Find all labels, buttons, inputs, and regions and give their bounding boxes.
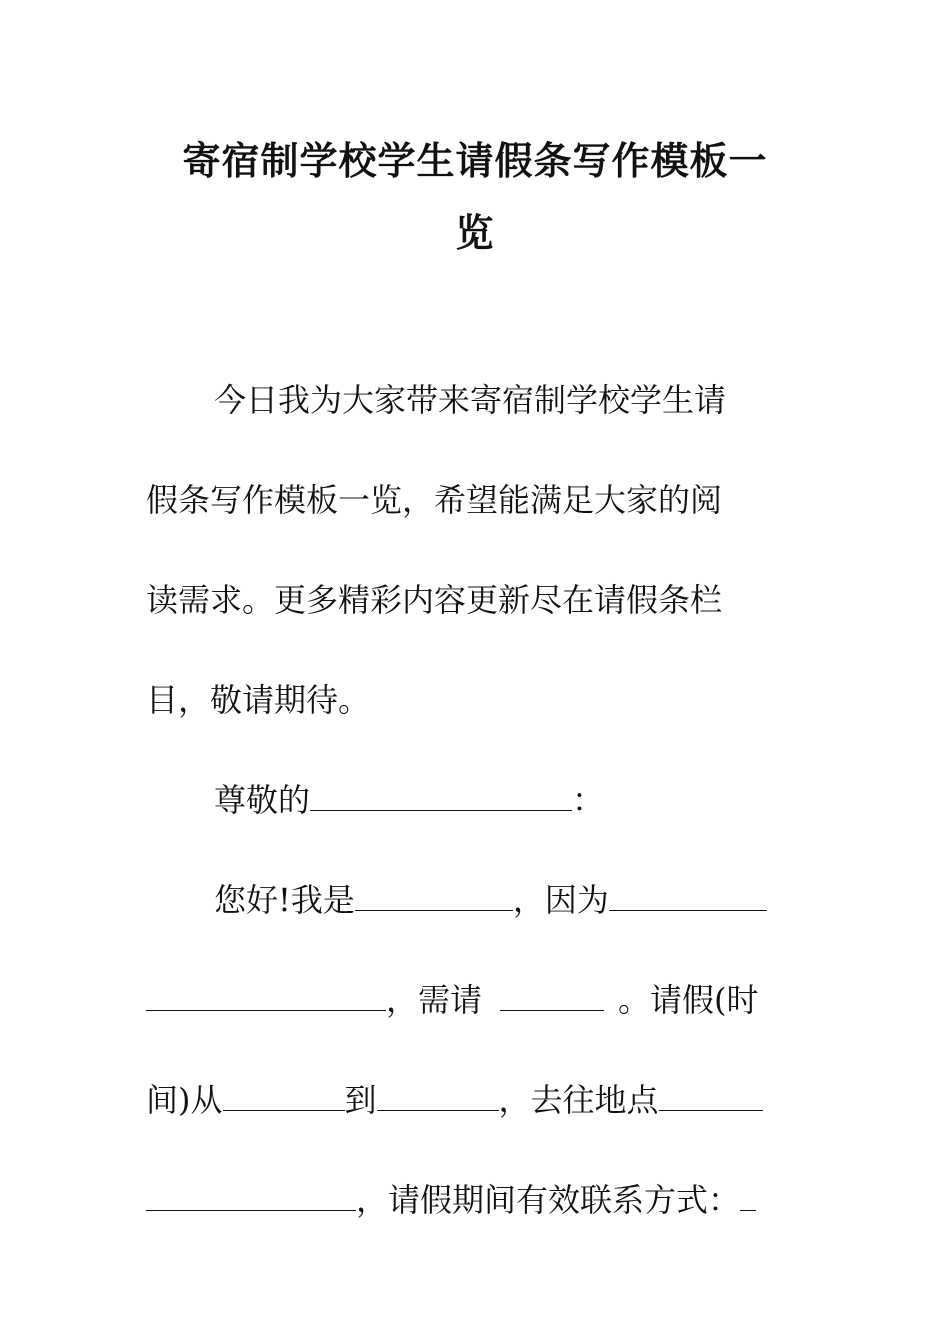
to-date-blank[interactable] bbox=[377, 1082, 499, 1111]
intro-line-1: 今日我为大家带来寄宿制学校学生请 bbox=[214, 381, 727, 419]
intro-line-3: 读需求。更多精彩内容更新尽在请假条栏 bbox=[146, 581, 723, 619]
leave-type-blank[interactable] bbox=[500, 982, 604, 1011]
from-date-blank[interactable] bbox=[223, 1082, 345, 1111]
need-label: ，需请 bbox=[386, 981, 483, 1019]
destination-label: ，去往地点 bbox=[498, 1081, 659, 1119]
intro-line-2: 假条写作模板一览，希望能满足大家的阅 bbox=[146, 481, 723, 519]
because-label: ，因为 bbox=[512, 881, 609, 919]
leave-time-label: 。请假(时 bbox=[618, 981, 759, 1019]
reason-line bbox=[146, 980, 759, 1020]
period-line bbox=[146, 1080, 763, 1120]
salutation-prefix: 尊敬的 bbox=[214, 781, 311, 819]
contact-line bbox=[146, 1180, 756, 1220]
reason-blank-cont[interactable] bbox=[146, 982, 386, 1011]
document-title-line-1: 寄宿制学校学生请假条写作模板一 bbox=[182, 138, 768, 183]
destination-blank-start[interactable] bbox=[659, 1082, 763, 1111]
salutation-line bbox=[214, 780, 604, 820]
reason-blank-start[interactable] bbox=[609, 882, 767, 911]
recipient-blank[interactable] bbox=[310, 782, 572, 811]
salutation-suffix: ： bbox=[572, 781, 605, 819]
document-title-line-2: 览 bbox=[455, 210, 495, 255]
greeting-line bbox=[214, 880, 767, 920]
destination-blank-cont[interactable] bbox=[146, 1182, 356, 1211]
time-from-label: 间)从 bbox=[146, 1081, 223, 1119]
contact-label: ，请假期间有效联系方式： bbox=[356, 1181, 741, 1219]
greeting-prefix: 您好!我是 bbox=[214, 881, 355, 919]
name-blank[interactable] bbox=[355, 882, 513, 911]
to-label: 到 bbox=[344, 1081, 377, 1119]
contact-blank[interactable] bbox=[740, 1182, 756, 1211]
intro-line-4: 目，敬请期待。 bbox=[146, 681, 371, 719]
